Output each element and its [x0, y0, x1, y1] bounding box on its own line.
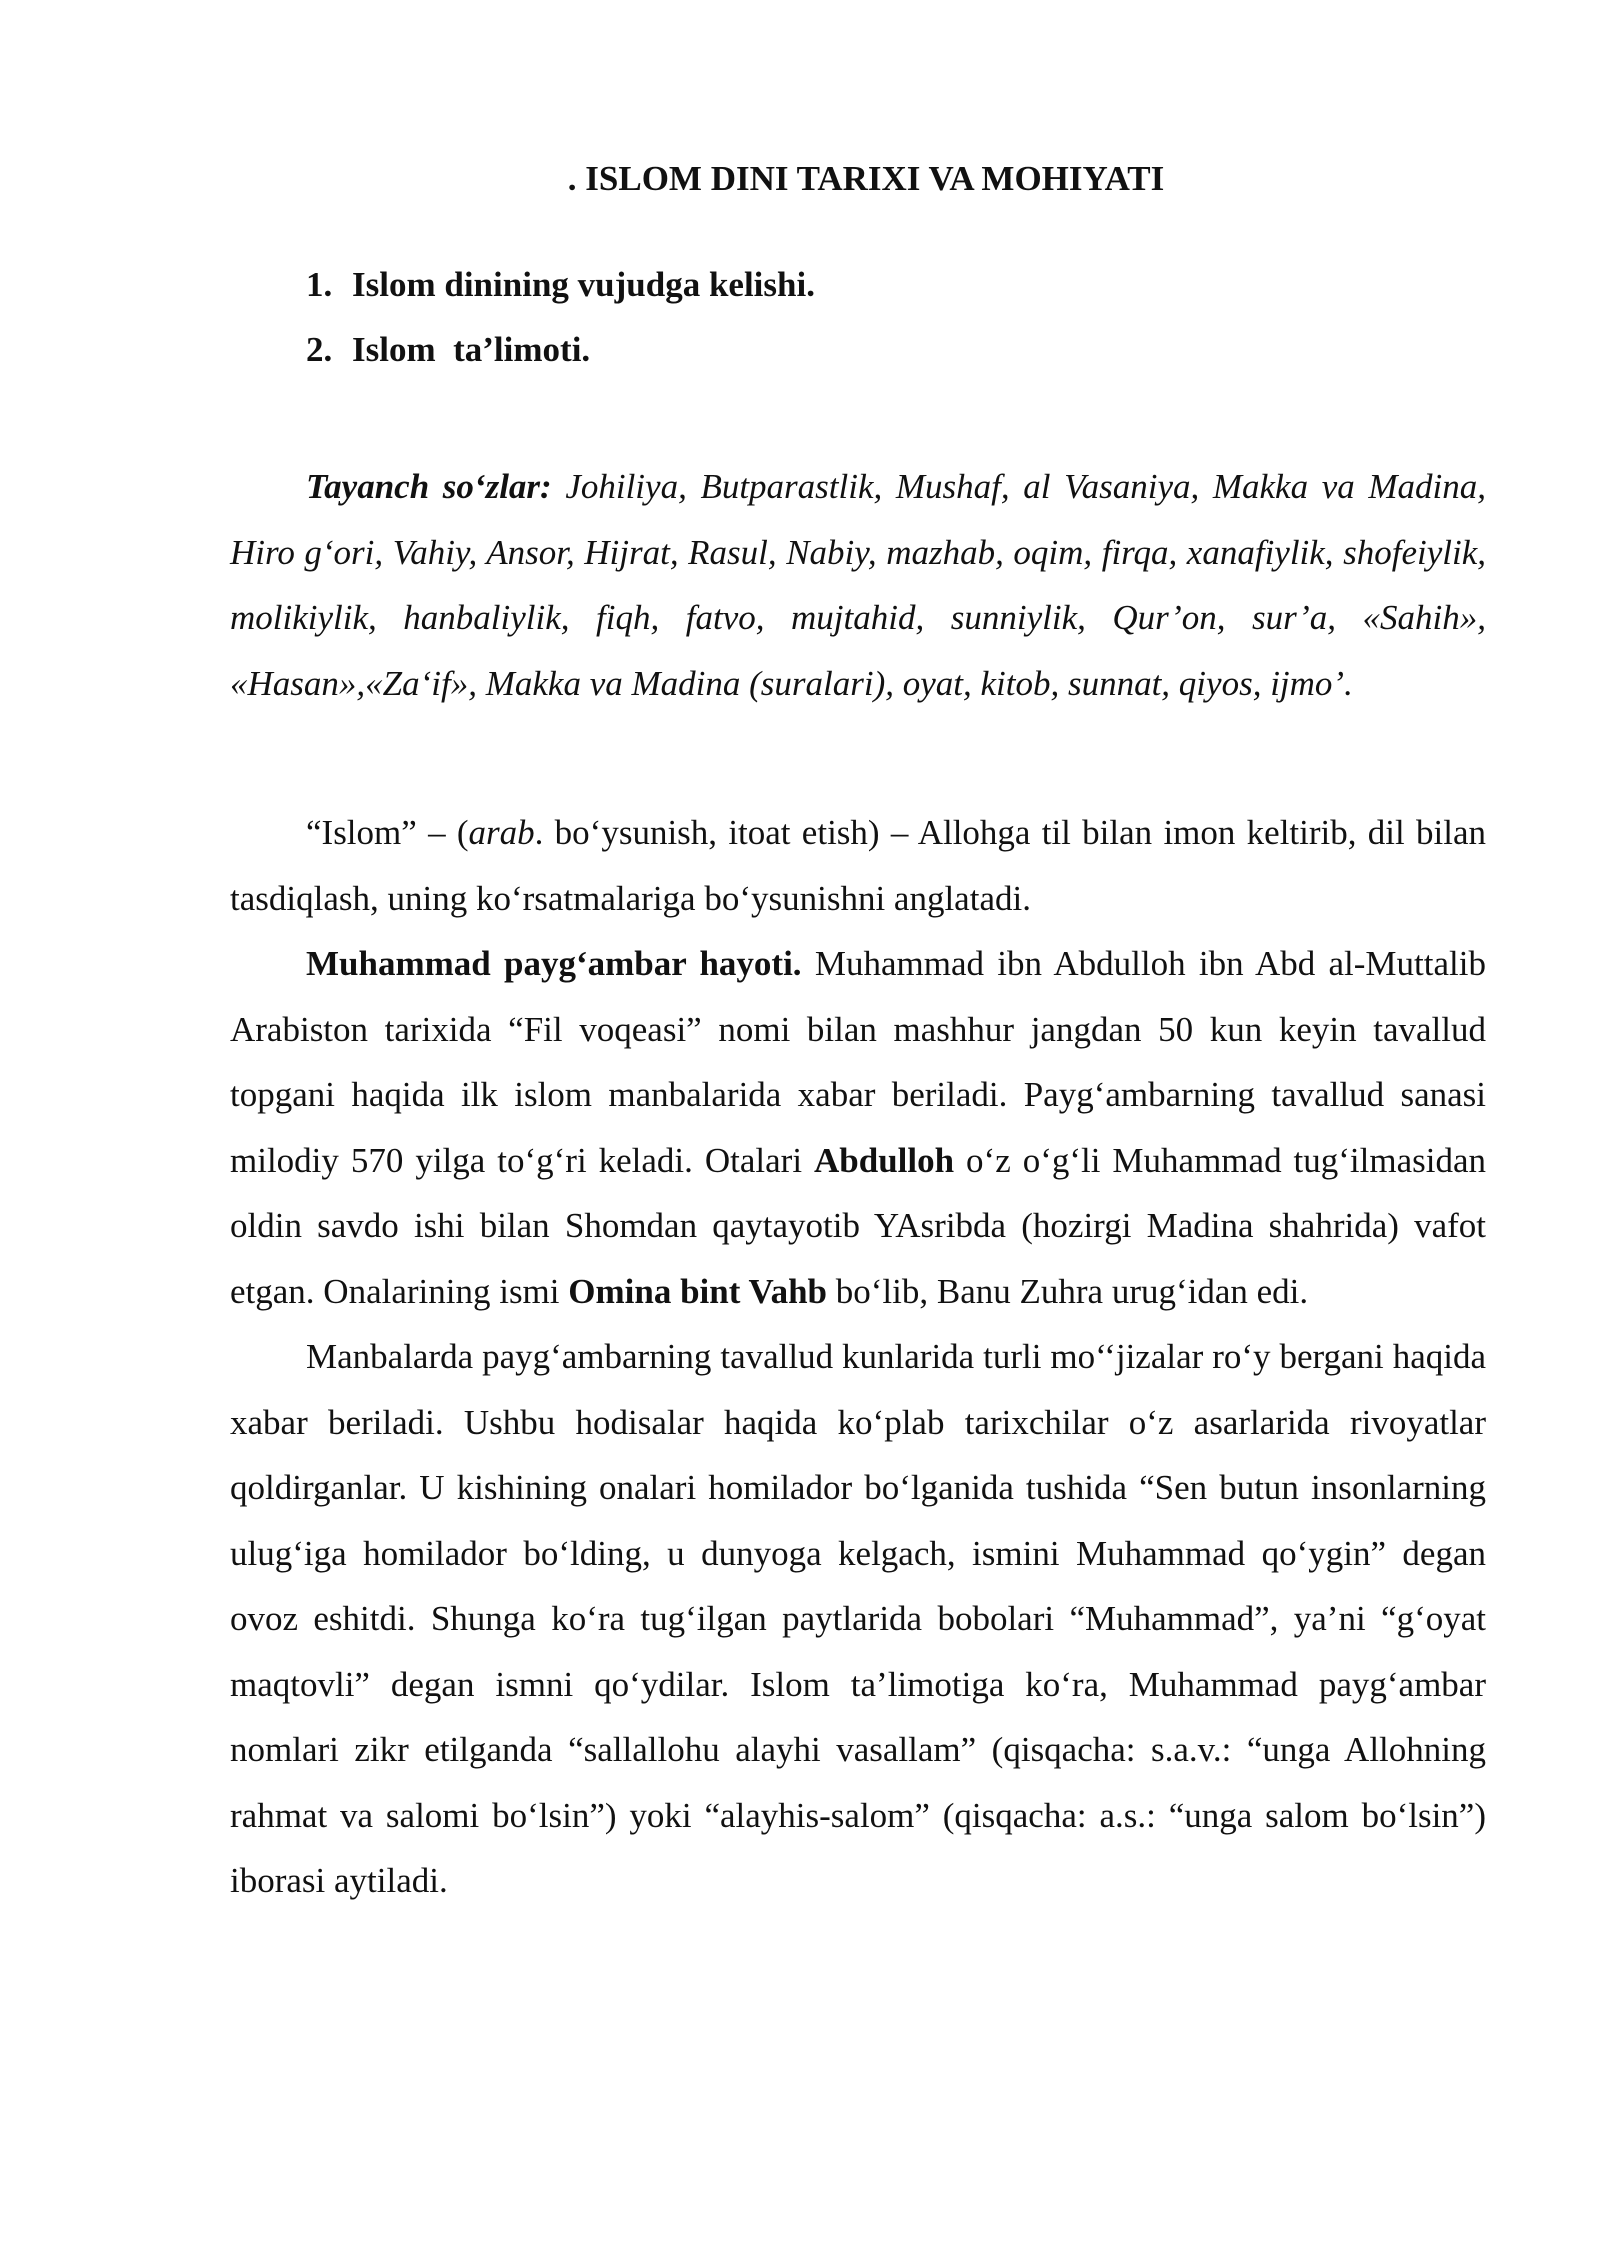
document-page [230, 140, 1486, 1914]
life-part2: o‘z o‘g‘li Muhammad tug‘ilmasidan oldin savdo ishi bilan Shomdan qaytayotib YAsribda (hozirgi Madina shahrida) vafot etgan. Onalarining ismi [230, 1140, 1486, 1311]
plan-item-text: Islom dinining vujudga kelishi. [352, 265, 815, 304]
keywords-text: Johiliya, Butparastlik, Mushaf, al Vasaniya, Makka va Madina, Hiro g‘ori, Vahiy, Ansor, Hijrat, Rasul, Nabiy, mazhab, oqim, firqa, xanafiylik, shofeiylik, molikiylik, hanbaliylik, fiqh, fatvo, mujtahid, sunniylik, Qur’on, sur’a, «Sahih», «Hasan»,«Za‘if», Makka va Madina (suralari), oyat, kitob, sunnat, qiyos, ijmo’. [230, 467, 1486, 703]
definition-arab: arab [468, 813, 535, 852]
life-part1: Muhammad ibn Abdulloh ibn Abd al-Muttalib Arabiston tarixida “Fil voqeasi” nomi bilan mashhur jangdan 50 kun keyin tavallud topgani haqida ilk islom manbalarida xabar beriladi. Payg‘ambarning tavallud sanasi milodiy 570 yilga to‘g‘ri keladi. Otalari [230, 944, 1486, 1180]
definition-part1: “Islom” – ( [306, 813, 469, 852]
islom-definition-paragraph [230, 800, 1486, 931]
miracles-paragraph: Manbalarda payg‘ambarning tavallud kunlarida turli mo‘‘jizalar ro‘y bergani haqida xabar beriladi. Ushbu hodisalar haqida ko‘plab tarixchilar o‘z asarlarida rivoyatlar qoldirganlar. U kishining onalari homilador bo‘lganida tushida “Sen butun insonlarning ulug‘iga homilador bo‘lding, u dunyoga kelgach, ismini Muhammad qo‘ygin” degan ovoz eshitdi. Shunga ko‘ra tug‘ilgan paytlarida bobolari “Muhammad”, ya’ni “g‘oyat maqtovli” degan ismni qo‘ydilar. Islom ta’limotiga ko‘ra, Muhammad payg‘ambar nomlari zikr etilganda “sallallohu alayhi vasallam” (qisqacha: s.a.v.: “unga Allohning rahmat va salomi bo‘lsin”) yoki “alayhis-salom” (qisqacha: a.s.: “unga salom bo‘lsin”) iborasi aytiladi. [230, 1337, 1486, 1900]
plan-item-number: 1. [306, 265, 333, 304]
plan-item-number: 2. [306, 330, 333, 369]
mother-name: Omina bint Vahb [568, 1271, 828, 1311]
prophet-life-paragraph [230, 931, 1486, 1324]
title-dot: . [567, 159, 577, 198]
title-text: ISLOM DINI TARIXI VA MOHIYATI [576, 159, 1165, 198]
topic-plan-list [230, 252, 1486, 382]
plan-item [306, 317, 1486, 382]
father-name: Abdulloh [814, 1140, 955, 1180]
keywords-paragraph [230, 454, 1486, 716]
life-part3: bo‘lib, Banu Zuhra urug‘idan edi. [827, 1271, 1309, 1311]
page-title [230, 154, 1486, 204]
prophet-life-heading: Muhammad payg‘ambar hayoti. [306, 944, 802, 983]
plan-item-text: Islom ta’limoti. [352, 330, 591, 369]
definition-part2: . bo‘ysunish, itoat etish) – Allohga til bilan imon keltirib, dil bilan tasdiqlash, uning ko‘rsatmalariga bo‘ysunishni anglatadi. [230, 813, 1486, 918]
keywords-label: Tayanch so‘zlar: [306, 467, 552, 506]
plan-item [306, 252, 1486, 317]
